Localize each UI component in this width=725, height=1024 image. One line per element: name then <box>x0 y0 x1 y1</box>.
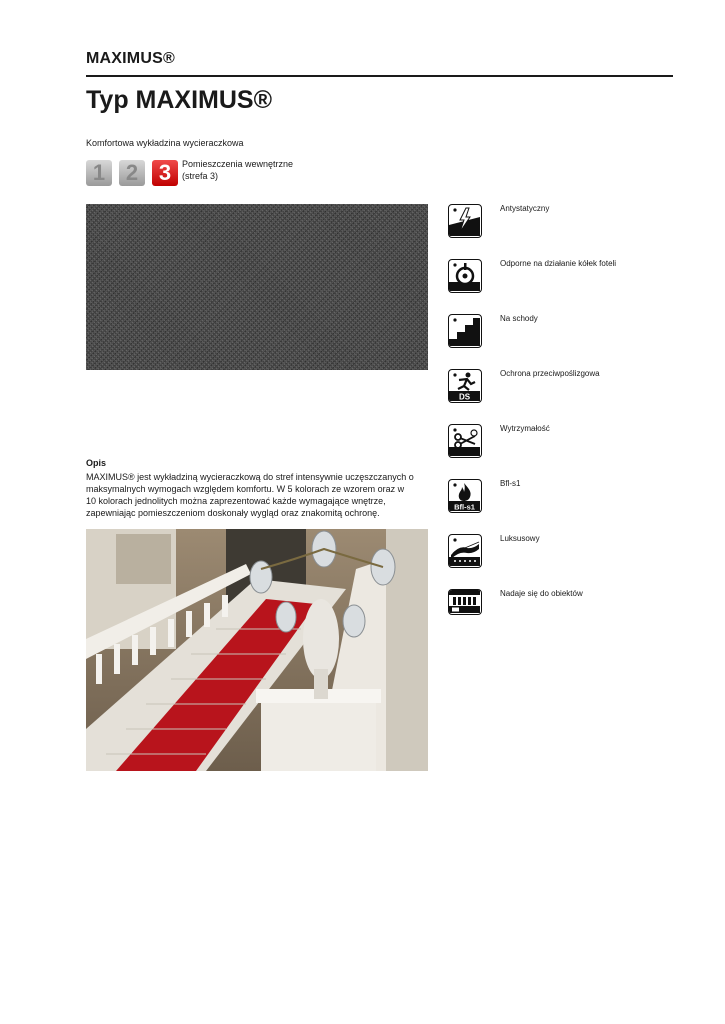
staircase-photo <box>86 529 428 771</box>
feature-castor-chair <box>448 259 688 295</box>
zone-label <box>182 158 293 182</box>
commercial-use-icon <box>448 589 482 615</box>
fire-class-badge: Bfl-s1 <box>454 502 475 511</box>
description-heading: Opis <box>86 458 107 468</box>
brand-name: MAXIMUS® <box>86 50 175 67</box>
feature-durability <box>448 424 688 460</box>
feature-commercial-use <box>448 589 688 625</box>
feature-luxury <box>448 534 688 570</box>
feature-label: Antystatyczny <box>500 204 550 213</box>
feature-stairs <box>448 314 688 350</box>
durability-icon <box>448 424 482 458</box>
feature-label: Odporne na działanie kółek foteli <box>500 259 617 268</box>
zone-2-badge: 2 <box>119 160 145 186</box>
feature-anti-slip <box>448 369 688 405</box>
luxury-icon <box>448 534 482 568</box>
fire-class-icon <box>448 479 482 513</box>
feature-label: Ochrona przeciwpoślizgowa <box>500 369 600 378</box>
feature-antistatic <box>448 204 688 240</box>
stairs-icon <box>448 314 482 348</box>
zone-indicator <box>86 160 486 188</box>
feature-label: Bfl-s1 <box>500 479 521 488</box>
zone-1-badge: 1 <box>86 160 112 186</box>
feature-label: Wytrzymałość <box>500 424 550 433</box>
page-title: Typ MAXIMUS® <box>86 86 273 114</box>
antistatic-icon <box>448 204 482 238</box>
feature-label: Luksusowy <box>500 534 540 543</box>
feature-label: Na schody <box>500 314 538 323</box>
header-divider <box>86 75 673 77</box>
zone-label-line2: (strefa 3) <box>182 171 219 181</box>
product-subtitle: Komfortowa wykładzina wycieraczkowa <box>86 138 244 148</box>
castor-chair-icon <box>448 259 482 293</box>
anti-slip-badge: DS <box>458 392 471 401</box>
feature-label: Nadaje się do obiektów <box>500 589 583 598</box>
anti-slip-icon <box>448 369 482 403</box>
description-text: MAXIMUS® jest wykładziną wycieraczkową do stref intensywnie uczęszczanych o maksymalnych wymogach względem komfortu. W 5 kolorach ze wzorem oraz w 10 kolorach jednolitych można zaprezentować każde wymagające wnętrze, zapewniając pomieszczeniom doskonały wygląd oraz znakomitą ochronę. <box>86 472 414 518</box>
zone-label-line1: Pomieszczenia wewnętrzne <box>182 159 294 169</box>
feature-fire-class <box>448 479 688 515</box>
carpet-swatch-image <box>86 204 428 370</box>
zone-3-badge: 3 <box>152 160 178 186</box>
